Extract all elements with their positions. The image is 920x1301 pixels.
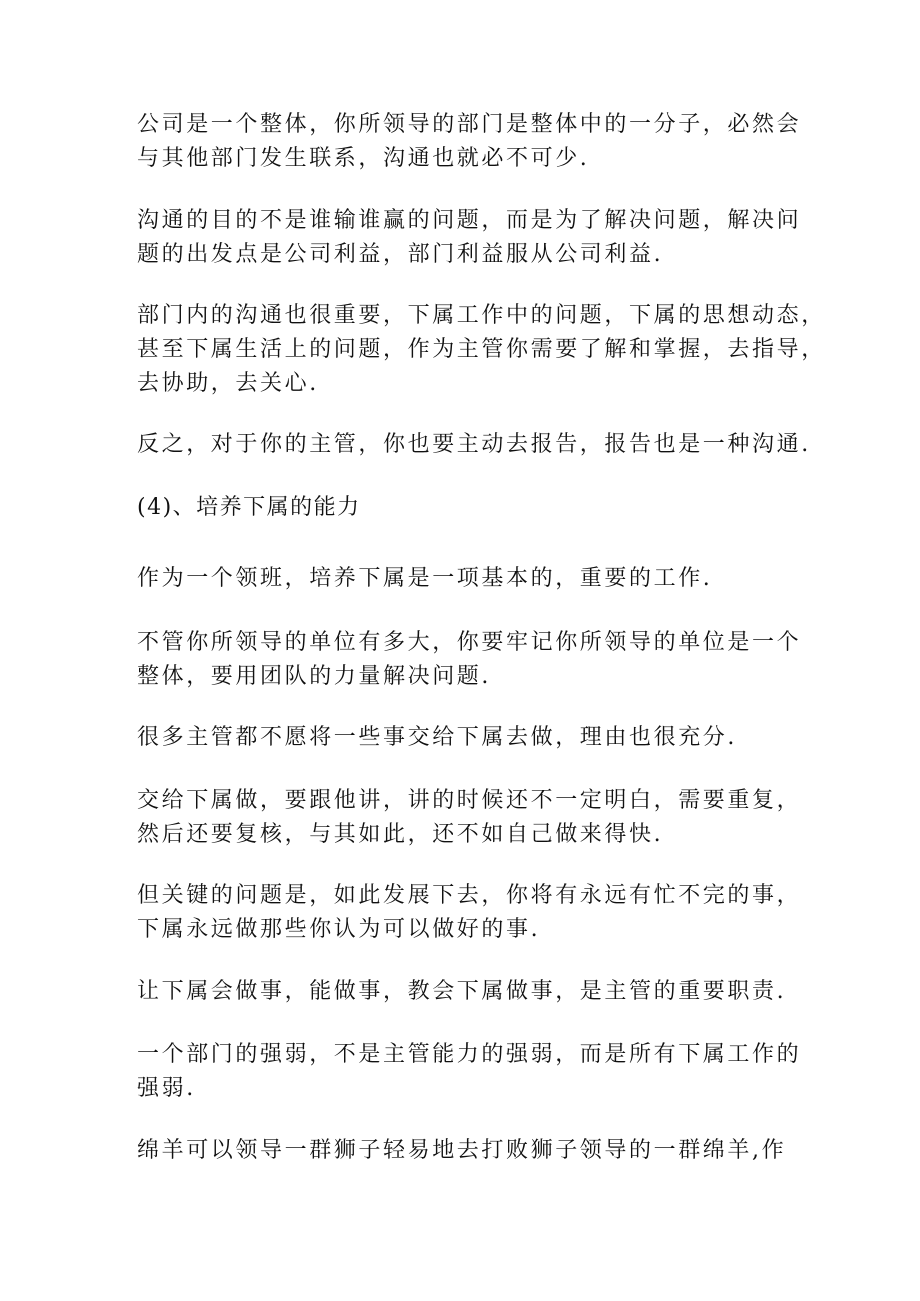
text-line: 然后还要复核，与其如此，还不如自己做来得快. — [137, 822, 664, 847]
text-line: 作为一个领班，培养下属是一项基本的，重要的工作. — [137, 566, 713, 591]
paragraph-company-whole — [137, 108, 802, 176]
paragraph-internal-communication — [137, 299, 826, 401]
text-line: 与其他部门发生联系，沟通也就必不可少. — [137, 146, 590, 171]
paragraph-department-strength — [137, 1038, 802, 1106]
text-line: 很多主管都不愿将一些事交给下属去做，理由也很充分. — [137, 725, 737, 750]
text-line: 公司是一个整体，你所领导的部门是整体中的一分子，必然会 — [137, 112, 802, 137]
paragraph-sheep-lions — [137, 1134, 787, 1168]
text-line: 强弱. — [137, 1076, 196, 1101]
paragraph-key-problem — [137, 879, 802, 947]
text-line: 题的出发点是公司利益，部门利益服从公司利益. — [137, 242, 664, 267]
text-line: 交给下属做，要跟他讲，讲的时候还不一定明白，需要重复， — [137, 788, 802, 813]
paragraph-delegation-reasons — [137, 784, 802, 852]
paragraph-team-strength — [137, 626, 802, 694]
text-line: 沟通的目的不是谁输谁赢的问题，而是为了解决问题，解决问 — [137, 208, 802, 233]
paragraph-manager-responsibility — [137, 975, 787, 1009]
text-line: 绵羊可以领导一群狮子轻易地去打败狮子领导的一群绵羊,作 — [137, 1138, 787, 1163]
paragraph-report-to-manager — [137, 428, 811, 462]
paragraph-team-leader-duty — [137, 562, 787, 596]
section-heading-train-subordinates — [137, 491, 787, 525]
text-line: 反之，对于你的主管，你也要主动去报告，报告也是一种沟通. — [137, 432, 811, 457]
text-line: 不管你所领导的单位有多大，你要牢记你所领导的单位是一个 — [137, 630, 802, 655]
text-line: 整体，要用团队的力量解决问题. — [137, 664, 491, 689]
paragraph-reluctant-managers — [137, 721, 787, 755]
heading-text: (4)、培养下属的能力 — [137, 495, 361, 520]
text-line: 去协助，去关心. — [137, 371, 319, 396]
text-line: 甚至下属生活上的问题，作为主管你需要了解和掌握，去指导， — [137, 337, 826, 362]
text-line: 下属永远做那些你认为可以做好的事. — [137, 917, 541, 942]
text-line: 部门内的沟通也很重要，下属工作中的问题，下属的思想动态， — [137, 303, 826, 328]
text-line: 一个部门的强弱，不是主管能力的强弱，而是所有下属工作的 — [137, 1042, 802, 1067]
text-line: 让下属会做事，能做事，教会下属做事，是主管的重要职责. — [137, 979, 787, 1004]
text-line: 但关键的问题是，如此发展下去，你将有永远有忙不完的事， — [137, 883, 802, 908]
paragraph-communication-purpose — [137, 204, 802, 272]
